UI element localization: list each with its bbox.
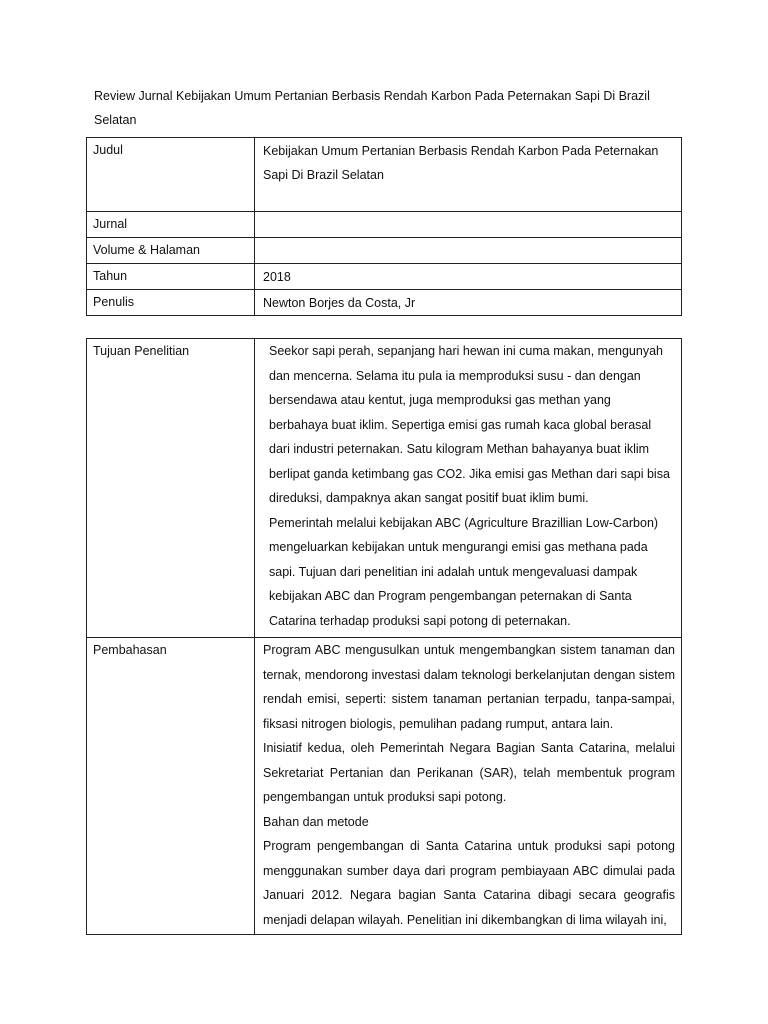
row-value-judul: Kebijakan Umum Pertanian Berbasis Rendah Karbon Pada Peternakan Sapi Di Brazil Selatan (255, 138, 682, 212)
table-row (87, 238, 682, 264)
pembahasan-subheading: Bahan dan metode (263, 814, 369, 829)
document-title: Review Jurnal Kebijakan Umum Pertanian Berbasis Rendah Karbon Pada Peternakan Sapi Di Brazil Selatan (94, 89, 650, 127)
row-label-penulis: Penulis (87, 290, 255, 316)
row-value-volume-halaman (255, 238, 682, 264)
pembahasan-label: Pembahasan (87, 638, 255, 935)
row-label-jurnal: Jurnal (87, 212, 255, 238)
row-value-jurnal (255, 212, 682, 238)
table-row (87, 339, 682, 638)
table-row (87, 290, 682, 316)
tujuan-penelitian-label: Tujuan Penelitian (87, 339, 255, 638)
table-row (87, 212, 682, 238)
row-label-judul: Judul (87, 138, 255, 212)
tujuan-penelitian-content (255, 339, 682, 638)
table-row (87, 638, 682, 935)
table-row (87, 264, 682, 290)
pembahasan-paragraph: Program pengembangan di Santa Catarina untuk produksi sapi potong menggunakan sumber daya dari program pembiayaan ABC dimulai pada Januari 2012. Negara bagian Santa Catarina dibagi secara geografis menjadi delapan wilayah. Penelitian ini dikembangkan di lima wilayah ini, (263, 839, 675, 927)
row-label-tahun: Tahun (87, 264, 255, 290)
tujuan-paragraph: Pemerintah melalui kebijakan ABC (Agriculture Brazillian Low-Carbon) mengeluarkan kebijakan untuk mengurangi emisi gas methana pada sapi. Tujuan dari penelitian ini adalah untuk mengevaluasi dampak kebijakan ABC dan Program pengembangan peternakan di Santa Catarina terhadap produksi sapi potong di peternakan. (269, 515, 659, 628)
row-value-tahun: 2018 (255, 264, 682, 290)
pembahasan-content (255, 638, 682, 935)
pembahasan-paragraph: Program ABC mengusulkan untuk mengembangkan sistem tanaman dan ternak, mendorong investasi dalam teknologi berkelanjutan dengan sistem rendah emisi, seperti: sistem tanaman pertanian terpadu, tanpa-sampai, fiksasi nitrogen biologis, pemulihan padang rumput, antara lain. (263, 643, 675, 731)
tujuan-paragraph: Seekor sapi perah, sepanjang hari hewan ini cuma makan, mengunyah dan mencerna. Selama itu pula ia memproduksi susu - dan dengan bersendawa atau kentut, juga memproduksi gas methan yang berbahaya buat iklim. Sepertiga emisi gas rumah kaca global berasal dari industri peternakan. Satu kilogram Methan bahayanya buat iklim berlipat ganda ketimbang gas CO2. Jika emisi gas Methan dari sapi bisa direduksi, dampaknya akan sangat positif buat iklim bumi. (269, 344, 670, 505)
table-row (87, 138, 682, 212)
review-table (86, 338, 682, 935)
row-value-penulis: Newton Borjes da Costa, Jr (255, 290, 682, 316)
row-label-volume-halaman: Volume & Halaman (87, 238, 255, 264)
pembahasan-paragraph: Inisiatif kedua, oleh Pemerintah Negara Bagian Santa Catarina, melalui Sekretariat Pertanian dan Perikanan (SAR), telah membentuk program pengembangan untuk produksi sapi potong. (263, 741, 675, 804)
info-table (86, 137, 682, 316)
